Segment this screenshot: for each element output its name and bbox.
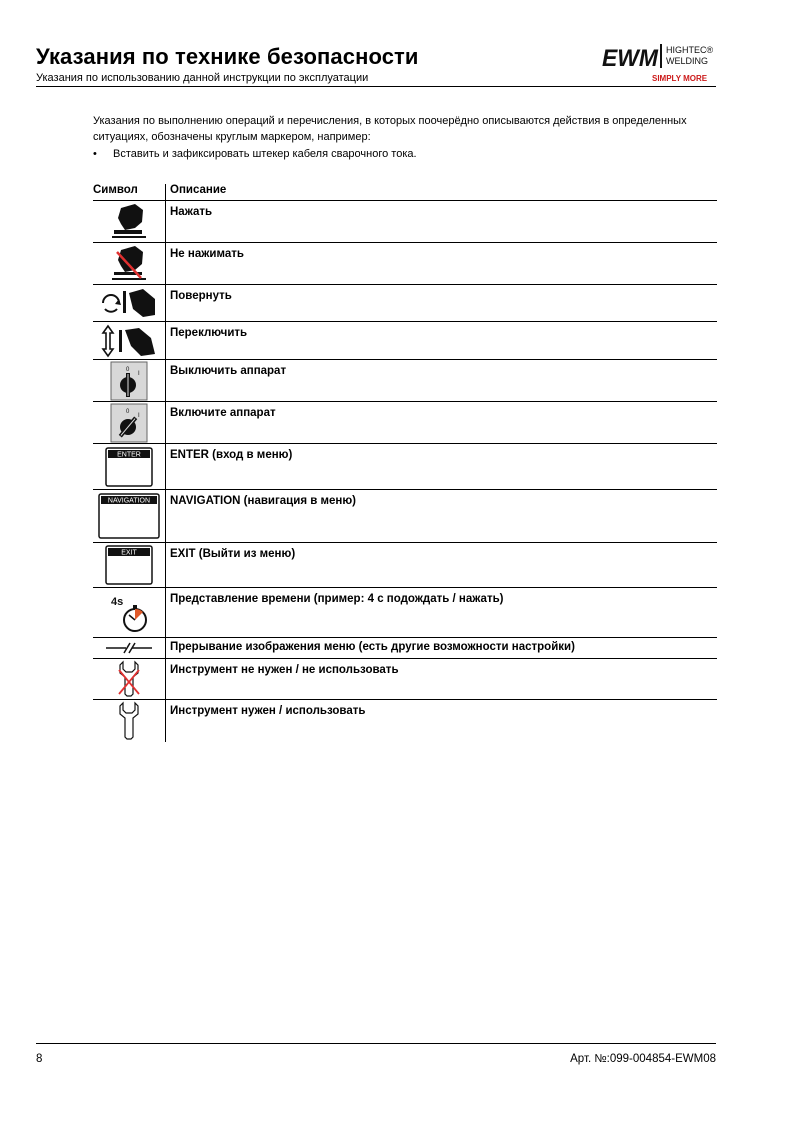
exit-key-label: EXIT <box>121 549 137 557</box>
switch-label-on: I <box>138 370 140 377</box>
column-header-symbol: Символ <box>93 184 166 201</box>
row-description: Выключить аппарат <box>166 360 718 402</box>
tool-not-needed-icon <box>114 660 144 698</box>
logo-tagline: SIMPLY MORE <box>652 74 708 83</box>
row-description: Представление времени (пример: 4 с подождать / нажать) <box>166 588 718 638</box>
logo-line1: HIGHTEC® <box>666 45 714 55</box>
tool-needed-icon <box>114 701 144 741</box>
symbol-table <box>93 184 717 742</box>
row-description: Повернуть <box>166 285 718 322</box>
footer-divider <box>36 1043 716 1044</box>
timer-icon <box>107 591 151 635</box>
exit-key-icon <box>104 544 154 586</box>
row-description: ENTER (вход в меню) <box>166 444 718 490</box>
table-row <box>93 444 717 490</box>
table-row <box>93 243 717 285</box>
intro-paragraph: Указания по выполнению операций и перечисления, в которых поочерёдно описываются действия в определенных ситуациях, обозначены круглым маркером, например: <box>93 115 687 143</box>
timer-label: 4s <box>111 595 124 608</box>
table-row <box>93 285 717 322</box>
row-description: NAVIGATION (навигация в меню) <box>166 490 718 543</box>
switch-label-off: 0 <box>126 366 130 373</box>
table-row <box>93 700 717 743</box>
table-row <box>93 659 717 700</box>
row-description: Включите аппарат <box>166 402 718 444</box>
table-row <box>93 588 717 638</box>
machine-off-icon <box>110 361 148 401</box>
table-header <box>93 184 717 201</box>
switch-label-off: 0 <box>126 408 130 415</box>
column-header-description: Описание <box>166 184 718 201</box>
table-row <box>93 543 717 588</box>
row-description: Переключить <box>166 322 718 360</box>
switch-label-on: I <box>138 412 140 419</box>
enter-key-label: ENTER <box>117 451 141 458</box>
switch-icon <box>99 324 159 358</box>
intro-bullet <box>93 148 417 160</box>
intro-bullet-text: Вставить и зафиксировать штекер кабеля сварочного тока. <box>113 148 417 160</box>
row-description: Инструмент не нужен / не использовать <box>166 659 718 700</box>
page-title: Указания по технике безопасности <box>36 44 419 69</box>
bullet-marker: • <box>93 148 97 160</box>
page-subtitle: Указания по использованию данной инструкции по эксплуатации <box>36 72 369 84</box>
press-icon <box>109 202 149 242</box>
machine-on-icon <box>110 403 148 443</box>
table-row <box>93 638 717 659</box>
menu-break-icon <box>104 641 154 655</box>
table-row <box>93 402 717 444</box>
logo-line2: WELDING <box>666 56 709 66</box>
page-number: 8 <box>36 1053 43 1065</box>
row-description: Нажать <box>166 201 718 243</box>
do-not-press-icon <box>109 244 149 284</box>
row-description: Прерывание изображения меню (есть другие возможности настройки) <box>166 638 718 659</box>
navigation-key-icon <box>97 492 161 540</box>
logo-brand: EWM <box>602 45 659 72</box>
turn-icon <box>99 287 159 319</box>
table-row <box>93 322 717 360</box>
navigation-key-label: NAVIGATION <box>107 497 151 505</box>
row-description: Инструмент нужен / использовать <box>170 705 366 717</box>
row-description: Не нажимать <box>166 243 718 285</box>
enter-key-icon <box>104 446 154 488</box>
table-row <box>93 201 717 243</box>
ewm-logo <box>600 40 720 84</box>
table-row <box>93 490 717 543</box>
header-divider <box>36 86 716 87</box>
table-row <box>93 360 717 402</box>
article-number: Арт. №:099-004854-EWM08 <box>570 1053 716 1065</box>
row-description: EXIT (Выйти из меню) <box>166 543 718 588</box>
